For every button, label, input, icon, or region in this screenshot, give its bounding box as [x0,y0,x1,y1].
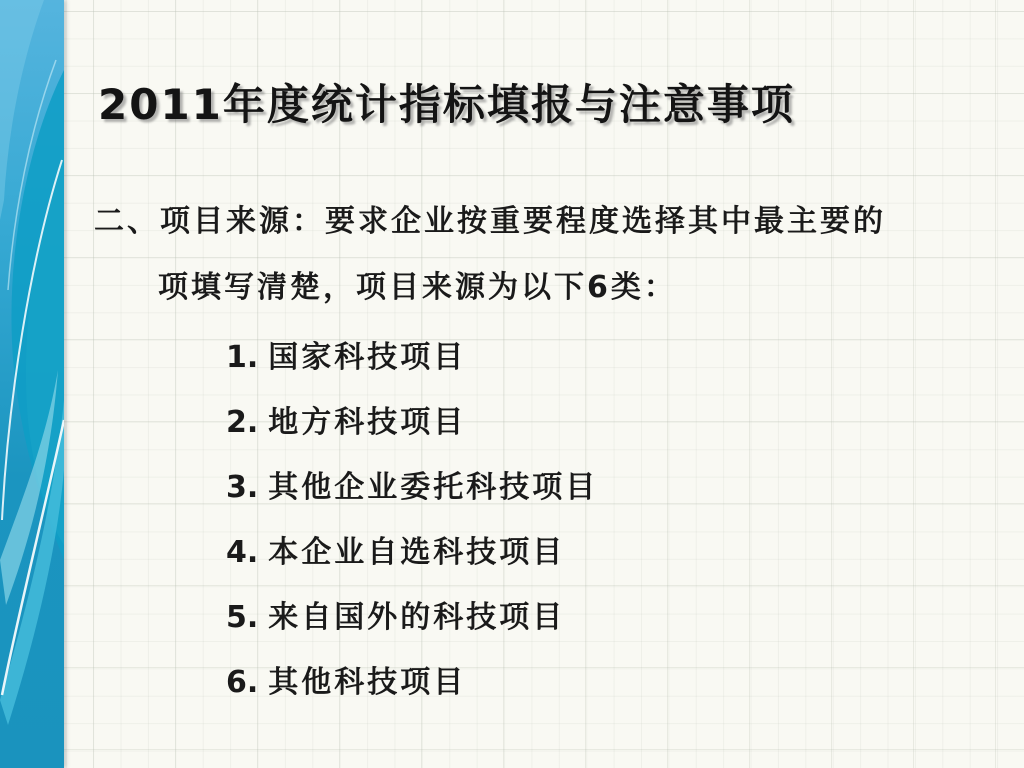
list-item-number: 1. [226,340,259,375]
sidebar-decoration [0,0,64,768]
list-item [226,657,466,701]
body-intro-line-1: 二、项目来源：要求企业按重要程度选择其中最主要的 [94,204,886,239]
list-item-label: 地方科技项目 [268,405,467,440]
list-item-label: 本企业自选科技项目 [268,535,566,570]
list-item [226,527,565,571]
slide-title: 2011年度统计指标填报与注意事项 [98,80,795,129]
list-item-number: 3. [226,470,259,505]
list-item-number: 4. [226,535,259,570]
list-item-label: 国家科技项目 [268,340,467,375]
list-item-label: 其他科技项目 [268,665,467,700]
list-item-label: 其他企业委托科技项目 [268,470,599,505]
list-item [226,462,598,506]
list-item-number: 5. [226,600,259,635]
list-item-label: 来自国外的科技项目 [268,600,566,635]
sidebar-swoosh-graphic [0,0,64,768]
list-item-number: 2. [226,405,259,440]
list-item [226,397,466,441]
list-item-number: 6. [226,665,259,700]
body-intro-line-2: 项填写清楚，项目来源为以下6类： [158,270,677,305]
list-item [226,592,565,636]
list-item [226,332,466,376]
